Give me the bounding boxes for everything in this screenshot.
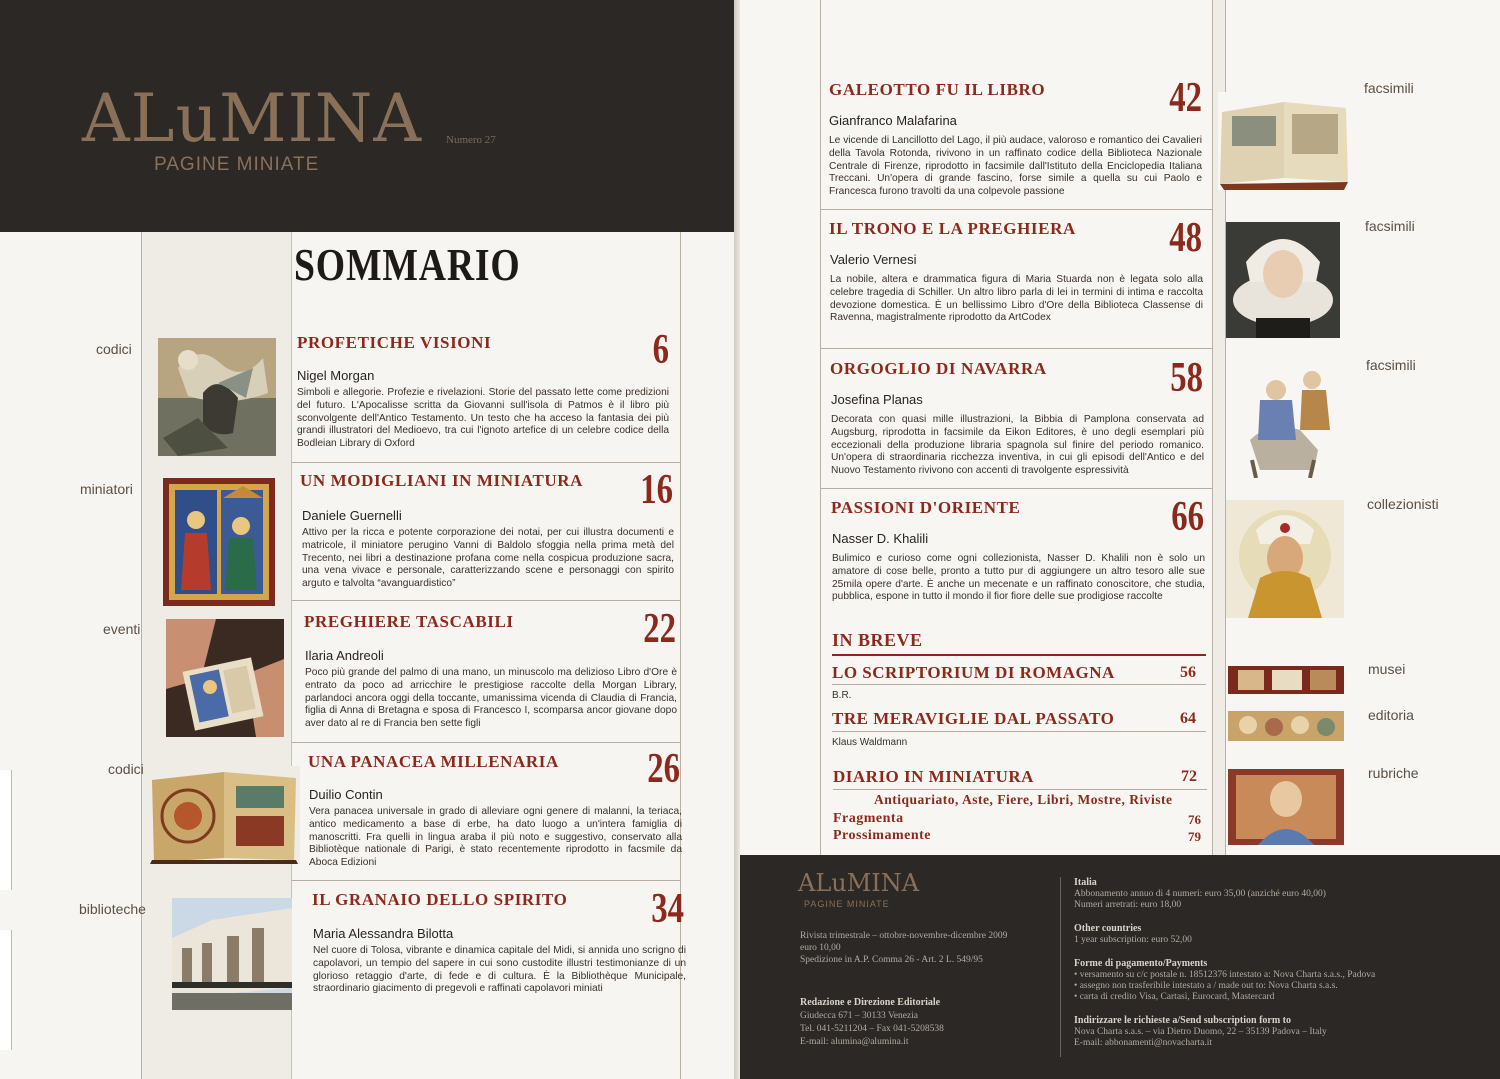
- category-label: facsimili: [1366, 357, 1416, 373]
- page-edge-scrap: [0, 770, 12, 890]
- page-number: 6: [652, 327, 669, 373]
- category-label: biblioteche: [79, 901, 146, 917]
- toulouse-library-building-image: [172, 898, 292, 1010]
- colophon-line: Numeri arretrati: euro 18,00: [1074, 900, 1182, 910]
- brief-title[interactable]: TRE MERAVIGLIE DAL PASSATO: [832, 709, 1115, 728]
- colophon-line: • versamento su c/c postale n. 18512376 intestato a: Nova Charta s.a.s., Padova: [1074, 970, 1376, 980]
- scriptorium-strip-image: [1228, 666, 1344, 694]
- article-summary: Nel cuore di Tolosa, vibrante e dinamica capitale del Midi, si annida uno scrigno di capolavori, un tempio del sapere in cui sono custodite illustri testimonianze di un glorioso retaggio d'arte, di fede e di cultura. È la Bibliothèque Municipale, straordinario giacimento di pregevoli e raffinati capolavori miniati: [313, 945, 686, 995]
- lancelot-facsimile-image: [1218, 92, 1350, 190]
- article-summary: Bulimico e curioso come ogni collezionista, Nasser D. Khalili non è solo un amatore di cose belle, pronto a tutto pur di aggiungere un altro tesoro alle sue 25mila opere d'arte. È anche un mecenate e un raffinato conoscitore, che studia, pubblica, espone in tutto il mondo il fior fiore delle sue prodigiose raccolte: [832, 553, 1205, 603]
- mary-stuart-portrait-image: [1226, 222, 1340, 338]
- category-label: editoria: [1368, 707, 1414, 723]
- colophon-line: 1 year subscription: euro 52,00: [1074, 935, 1192, 945]
- divider: [832, 684, 1206, 685]
- article-author: Valerio Vernesi: [830, 252, 917, 267]
- article-title[interactable]: UN MODIGLIANI IN MINIATURA: [300, 471, 584, 490]
- article-author: Daniele Guernelli: [302, 508, 402, 523]
- article-title[interactable]: IL GRANAIO DELLO SPIRITO: [312, 890, 568, 909]
- article-summary: Simboli e allegorie. Profezie e rivelazioni. Storie del passato lette come predizioni del futuro. L'Apocalisse scritta da Giovanni sull'isola di Patmos è il libro più sconvolgente dell'Antico Testamento. Un testo che ha acceso la fantasia dei più grandi illustratori del Medioevo, tra cui l'ignoto artefice di un celebre codice della Bodleian Library di Oxford: [297, 387, 669, 450]
- page-number: 56: [1180, 664, 1196, 681]
- article-author: Ilaria Andreoli: [305, 648, 384, 663]
- article-summary: Vera panacea universale in grado di alleviare ogni genere di malanni, la teriaca, antico medicamento a base di erbe, ha dato luogo a un'intera famiglia di manoscritti. Fra quelli in lingua araba il più noto e suggestivo, conservato alla Bibliotèque nationale di Parigi, è stato recentemente riprodotto in facsmile da Aboca Edizioni: [309, 806, 682, 869]
- page-number: 34: [651, 886, 684, 932]
- colophon-line: Nova Charta s.a.s. – via Dietro Duomo, 22 – 35139 Padova – Italy: [1074, 1027, 1327, 1037]
- brief-title[interactable]: DIARIO IN MINIATURA: [833, 767, 1034, 786]
- brief-author: Klaus Waldmann: [832, 737, 908, 748]
- pamplona-bible-miniature-image: [1230, 360, 1346, 478]
- colophon-heading: Redazione e Direzione Editoriale: [800, 997, 941, 1008]
- contact-email[interactable]: E-mail: alumina@alumina.it: [800, 1037, 909, 1047]
- khalili-sultan-portrait-image: [1226, 500, 1344, 618]
- brief-author: B.R.: [832, 690, 852, 701]
- article-summary: Poco più grande del palmo di una mano, un minuscolo ma delizioso Libro d'Ore è entrato da poco ad arricchire le prestigiose raccolte della Morgan Library, parlandoci ancora oggi della toccante, umanissima vicenda di Claudia di Francia, figlia di Anna di Bretagna e sposa di Francesco I, scomparsa ancor giovane dopo aver dato al re di Francia ben sette figli: [305, 667, 677, 730]
- colophon-heading: Forme di pagamento/Payments: [1074, 958, 1208, 969]
- page-number: 79: [1188, 829, 1201, 844]
- contact-email[interactable]: E-mail: abbonamenti@novacharta.it: [1074, 1038, 1213, 1048]
- article-author: Josefina Planas: [831, 392, 923, 407]
- article-title[interactable]: PASSIONI D'ORIENTE: [831, 498, 1021, 517]
- right-page: [740, 0, 1500, 1079]
- colophon-line: Abbonamento annuo di 4 numeri: euro 35,00 (anziché euro 40,00): [1074, 889, 1326, 899]
- category-label: miniatori: [80, 481, 133, 497]
- article-summary: Decorata con quasi mille illustrazioni, la Bibbia di Pamplona conservata ad Augsburg, riprodotta in facsimile da Eikon Editores, è uno degli esemplari più eccezionali della produzione libraria spagnola sul finire del periodo romanico. Un'opera di straordinaria ricchezza inventiva, in cui gli episodi dell'Antico e del Nuovo Testamento rivivono con accenti di travolgente espressività: [831, 414, 1204, 477]
- colophon-line: • carta di credito Visa, Cartasì, Eurocard, Mastercard: [1074, 992, 1275, 1002]
- divider: [820, 348, 1212, 349]
- colophon-line: Rivista trimestrale – ottobre-novembre-dicembre 2009: [800, 931, 1008, 941]
- divider: [832, 731, 1206, 732]
- article-author: Duilio Contin: [309, 787, 383, 802]
- article-author: Gianfranco Malafarina: [829, 113, 957, 128]
- category-label: facsimili: [1365, 218, 1415, 234]
- article-title[interactable]: ORGOGLIO DI NAVARRA: [830, 359, 1047, 378]
- masthead-subtitle: PAGINE MINIATE: [154, 154, 320, 175]
- colophon-heading: Italia: [1074, 877, 1097, 888]
- divider: [292, 880, 681, 881]
- divider: [833, 789, 1207, 790]
- category-label: musei: [1368, 661, 1406, 677]
- masthead-logo: ALuMINA: [82, 80, 423, 157]
- diario-miniature-image: [1228, 769, 1344, 845]
- category-label: rubriche: [1368, 765, 1419, 781]
- page-edge-scrap: [0, 930, 12, 1050]
- left-page: [0, 0, 740, 1079]
- article-author: Nasser D. Khalili: [832, 531, 929, 546]
- divider: [292, 742, 681, 743]
- in-breve-heading: IN BREVE: [832, 630, 923, 650]
- divider: [820, 209, 1212, 210]
- divider: [292, 600, 681, 601]
- article-title[interactable]: PROFETICHE VISIONI: [297, 333, 492, 352]
- annunciation-miniature-image: [163, 478, 275, 606]
- colophon-heading: Other countries: [1074, 923, 1142, 934]
- article-summary: Attivo per la ricca e potente corporazione dei notai, per cui illustra documenti e matricole, il miniatore perugino Vanni di Baldolo sfoggia nella prima metà del Trecento, nei libri a destinazione profana come nella cospicua produzione sacra, una vena vivace e personale, caratterizzando scene e personaggi con spirito arguto e talvolta “avanguardistico”: [302, 527, 674, 590]
- article-author: Nigel Morgan: [297, 368, 375, 383]
- category-label: collezionisti: [1367, 496, 1439, 512]
- article-summary: Le vicende di Lancillotto del Lago, il più audace, valoroso e romantico dei Cavalieri della Tavola Rotonda, rivivono in un raffinato codice della Biblioteca Nazionale Centrale di Firenze, riprodotto in facsimile dall'Istituto della Enciclopedia Italiana Treccani. Un'opera di grande fascino, forse simile a quella su cui Paolo e Francesca furono travolti da una colpevole passione: [829, 135, 1202, 198]
- masthead-band: [0, 0, 740, 232]
- page-number: 26: [647, 746, 680, 792]
- divider: [292, 462, 681, 463]
- page-number: 72: [1181, 768, 1197, 785]
- diario-subtitle: Antiquariato, Aste, Fiere, Libri, Mostre, Riviste: [874, 792, 1173, 807]
- page-number: 76: [1188, 812, 1201, 827]
- colophon-line: • assegno non trasferibile intestato a / made out to: Nova Charta s.a.s.: [1074, 981, 1338, 991]
- article-title[interactable]: UNA PANACEA MILLENARIA: [308, 752, 559, 771]
- colophon-line: euro 10,00: [800, 943, 841, 953]
- article-author: Maria Alessandra Bilotta: [313, 926, 454, 941]
- article-title[interactable]: GALEOTTO FU IL LIBRO: [829, 80, 1046, 99]
- footer-logo: ALuMINA: [798, 869, 920, 897]
- category-label: codici: [96, 341, 132, 357]
- brief-title[interactable]: LO SCRIPTORIUM DI ROMAGNA: [832, 663, 1115, 682]
- category-label: codici: [108, 761, 144, 777]
- divider: [832, 654, 1206, 656]
- colophon-line: Giudecca 671 – 30133 Venezia: [800, 1011, 919, 1021]
- colophon-line: Tel. 041-5211204 – Fax 041-5208538: [800, 1024, 944, 1034]
- page-number: 58: [1170, 355, 1203, 401]
- page-number: 42: [1169, 75, 1202, 121]
- page-number: 64: [1180, 710, 1196, 727]
- apocalypse-miniature-image: [158, 338, 276, 456]
- divider: [820, 488, 1212, 489]
- page-number: 48: [1169, 215, 1202, 261]
- page-number: 16: [640, 467, 673, 513]
- brief-title[interactable]: Prossimamente: [833, 828, 931, 843]
- divider: [1060, 877, 1061, 1057]
- category-label: eventi: [103, 621, 141, 637]
- colophon: [740, 855, 1500, 1079]
- brief-title[interactable]: Fragmenta: [833, 811, 904, 826]
- arabic-manuscript-image: [148, 766, 300, 864]
- page-number: 22: [643, 606, 676, 652]
- footer-logo-subtitle: PAGINE MINIATE: [804, 899, 890, 909]
- page-number: 66: [1171, 494, 1204, 540]
- article-title[interactable]: IL TRONO E LA PREGHIERA: [829, 219, 1076, 238]
- issue-number: Numero 27: [446, 134, 496, 146]
- page-title: SOMMARIO: [294, 239, 521, 290]
- colophon-line: Spedizione in A.P. Comma 26 - Art. 2 L. 549/95: [800, 955, 983, 965]
- meraviglie-strip-image: [1228, 711, 1344, 741]
- colophon-heading: Indirizzare le richieste a/Send subscription form to: [1074, 1015, 1292, 1026]
- pocket-book-of-hours-image: [166, 619, 284, 737]
- category-label: facsimili: [1364, 80, 1414, 96]
- article-summary: La nobile, altera e drammatica figura di Maria Stuarda non è legata solo alla celebre tragedia di Schiller. Un altro libro parla di lei in termini di intima e raccolta devozione domestica. È un bellissimo Libro d'Ore della Biblioteca Classense di Ravenna, magistralmente riprodotto da ArtCodex: [830, 274, 1203, 324]
- article-title[interactable]: PREGHIERE TASCABILI: [304, 612, 514, 631]
